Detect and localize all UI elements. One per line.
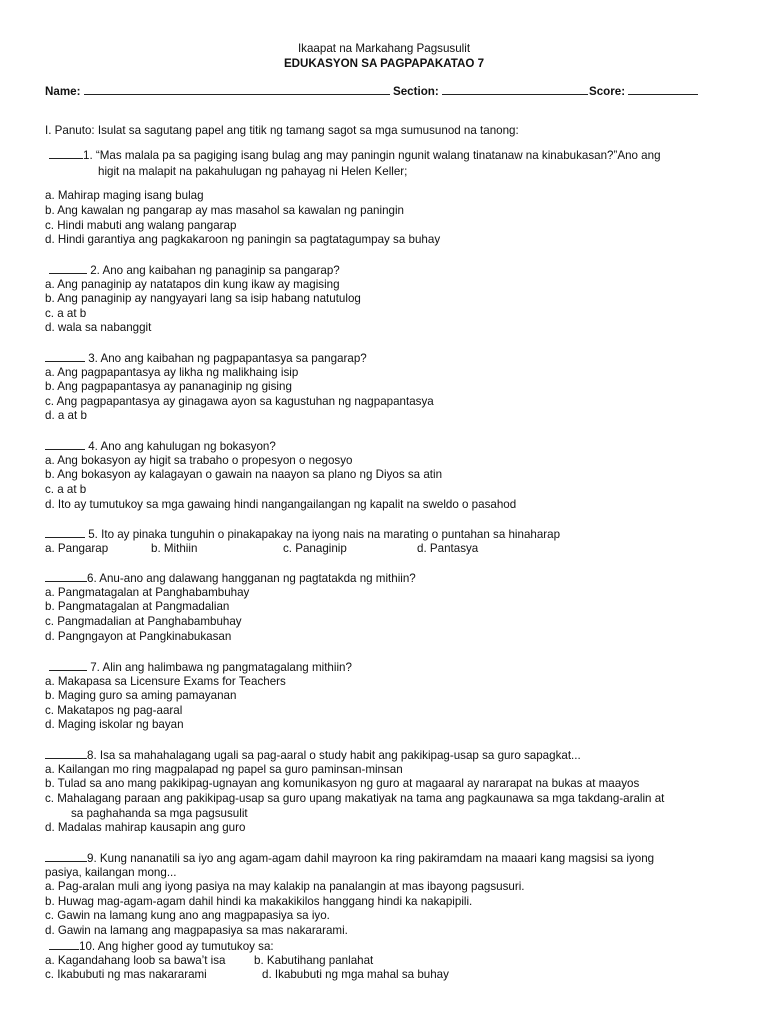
q1-option-d: d. Hindi garantiya ang pagkakaroon ng paningin sa pagtatagumpay sa buhay <box>45 233 441 246</box>
q8-option-c-cont: sa paghahanda sa mga pagsusulit <box>71 807 248 820</box>
question-1 <box>49 148 661 163</box>
q3-option-c: c. Ang pagpapantasya ay ginagawa ayon sa kagustuhan ng nagpapantasya <box>45 395 434 408</box>
q2-option-b: b. Ang panaginip ay nangyayari lang sa isip habang natutulog <box>45 292 361 305</box>
q8-option-a: a. Kailangan mo ring magpalapad ng papel sa guro paminsan-minsan <box>45 763 403 776</box>
q2-option-c: c. a at b <box>45 307 87 320</box>
answer-blank-8[interactable] <box>45 748 87 759</box>
q6-option-c: c. Pangmadalian at Panghabambuhay <box>45 615 242 628</box>
instructions: I. Panuto: Isulat sa sagutang papel ang titik ng tamang sagot sa mga sumusunod na tanong: <box>45 124 519 137</box>
q3-option-a: a. Ang pagpapantasya ay likha ng malikhaing isip <box>45 366 299 379</box>
q4-text: 4. Ano ang kahulugan ng bokasyon? <box>88 440 276 453</box>
answer-blank-4[interactable] <box>45 439 85 450</box>
question-2 <box>49 263 340 278</box>
q5-option-a: a. Pangarap <box>45 542 109 555</box>
answer-blank-3[interactable] <box>45 351 85 362</box>
answer-blank-10[interactable] <box>49 939 79 950</box>
q5-option-d: d. Pantasya <box>417 542 479 555</box>
q6-option-b: b. Pangmatagalan at Pangmadalian <box>45 600 230 613</box>
q8-text: 8. Isa sa mahahalagang ugali sa pag-aaral o study habit ang pakikipag-usap sa guro sapagkat... <box>87 749 581 762</box>
name-field[interactable] <box>45 84 390 99</box>
answer-blank-7[interactable] <box>49 660 87 671</box>
q7-option-b: b. Maging guro sa aming pamayanan <box>45 689 237 702</box>
q9-option-c: c. Gawin na lamang kung ano ang magpapasiya sa iyo. <box>45 909 330 922</box>
q6-option-d: d. Pangngayon at Pangkinabukasan <box>45 630 232 643</box>
q1-option-b: b. Ang kawalan ng pangarap ay mas masahol sa kawalan ng paningin <box>45 204 405 217</box>
q4-option-b: b. Ang bokasyon ay kalagayan o gawain na naayon sa plano ng Diyos sa atin <box>45 468 443 481</box>
q6-option-a: a. Pangmatagalan at Panghabambuhay <box>45 586 250 599</box>
q8-option-d: d. Madalas mahirap kausapin ang guro <box>45 821 246 834</box>
q7-option-d: d. Maging iskolar ng bayan <box>45 718 184 731</box>
q9-option-b: b. Huwag mag-agam-agam dahil hindi ka makakikilos hanggang hindi ka nakapipili. <box>45 895 473 908</box>
exam-title: Ikaapat na Markahang Pagsusulit <box>297 42 471 55</box>
q2-text: 2. Ano ang kaibahan ng panaginip sa pangarap? <box>90 264 340 277</box>
q9-text-cont: pasiya, kailangan mong... <box>45 866 177 879</box>
question-5 <box>45 527 560 542</box>
answer-blank-9[interactable] <box>45 851 87 862</box>
question-6 <box>45 571 416 586</box>
q8-option-b: b. Tulad sa ano mang pakikipag-ugnayan ang komunikasyon ng guro at magaaral ay nararapat na bukas at maayos <box>45 777 640 790</box>
q3-option-b: b. Ang pagpapantasya ay pananaginip ng gising <box>45 380 292 393</box>
question-8 <box>45 748 581 763</box>
q7-text: 7. Alin ang halimbawa ng pangmatagalang mithiin? <box>90 661 352 674</box>
section-blank[interactable] <box>442 84 588 95</box>
q8-option-c: c. Mahalagang paraan ang pakikipag-usap sa guro upang makatiyak na tama ang pagkaunawa sa mga takdang-aralin at <box>45 792 665 805</box>
q4-option-c: c. a at b <box>45 483 87 496</box>
answer-blank-6[interactable] <box>45 571 87 582</box>
q3-text: 3. Ano ang kaibahan ng pagpapantasya sa pangarap? <box>88 352 367 365</box>
q1-option-a: a. Mahirap maging isang bulag <box>45 189 204 202</box>
q4-option-a: a. Ang bokasyon ay higit sa trabaho o propesyon o negosyo <box>45 454 353 467</box>
q1-number: 1. <box>83 149 93 162</box>
q10-text: 10. Ang higher good ay tumutukoy sa: <box>79 940 274 953</box>
answer-blank-5[interactable] <box>45 527 85 538</box>
q10-option-b: b. Kabutihang panlahat <box>254 954 374 967</box>
q2-option-a: a. Ang panaginip ay natatapos din kung ikaw ay magising <box>45 278 340 291</box>
subject-title: EDUKASYON SA PAGPAPAKATAO 7 <box>283 57 485 70</box>
q1-option-c: c. Hindi mabuti ang walang pangarap <box>45 219 237 232</box>
q10-option-c: c. Ikabubuti ng mas nakararami <box>45 968 207 981</box>
question-9 <box>45 851 654 866</box>
q9-option-a: a. Pag-aralan muli ang iyong pasiya na may kalakip na panalangin at mas ibayong pagsusuri. <box>45 880 525 893</box>
score-blank[interactable] <box>628 84 698 95</box>
q3-option-d: d. a at b <box>45 409 87 422</box>
q7-option-a: a. Makapasa sa Licensure Exams for Teachers <box>45 675 286 688</box>
section-label: Section: <box>393 85 439 98</box>
q10-option-a: a. Kagandahang loob sa bawa’t isa <box>45 954 226 967</box>
question-7 <box>49 660 352 675</box>
answer-blank-1[interactable] <box>49 148 83 159</box>
question-3 <box>45 351 367 366</box>
question-4 <box>45 439 276 454</box>
q1-text: “Mas malala pa sa pagiging isang bulag ang may paningin ngunit walang tinatanaw na kinabukasan?”Ano ang <box>95 149 661 162</box>
question-10 <box>49 939 274 954</box>
name-label: Name: <box>45 85 81 98</box>
score-label: Score: <box>589 85 626 98</box>
q2-option-d: d. wala sa nabanggit <box>45 321 152 334</box>
q7-option-c: c. Makatapos ng pag-aaral <box>45 704 183 717</box>
q4-option-d: d. Ito ay tumutukoy sa mga gawaing hindi nangangailangan ng kapalit na sweldo o pasahod <box>45 498 517 511</box>
q5-text: 5. Ito ay pinaka tunguhin o pinakapakay na iyong nais na marating o puntahan sa hinaharap <box>88 528 561 541</box>
q9-option-d: d. Gawin na lamang ang magpapasiya sa mas nakararami. <box>45 924 348 937</box>
q5-option-c: c. Panaginip <box>283 542 347 555</box>
q9-text: 9. Kung nananatili sa iyo ang agam-agam dahil mayroon ka ring pakiramdam na maaari kang magsisi sa iyong <box>87 852 655 865</box>
q5-option-b: b. Mithiin <box>151 542 198 555</box>
q10-option-d: d. Ikabubuti ng mga mahal sa buhay <box>262 968 449 981</box>
section-field[interactable] <box>393 84 588 99</box>
q1-text-cont: higit na malapit na pakahulugan ng pahayag ni Helen Keller; <box>98 165 408 178</box>
q6-text: 6. Anu-ano ang dalawang hangganan ng pagtatakda ng mithiin? <box>87 572 416 585</box>
answer-blank-2[interactable] <box>49 263 87 274</box>
score-field[interactable] <box>589 84 698 99</box>
name-blank[interactable] <box>84 84 390 95</box>
